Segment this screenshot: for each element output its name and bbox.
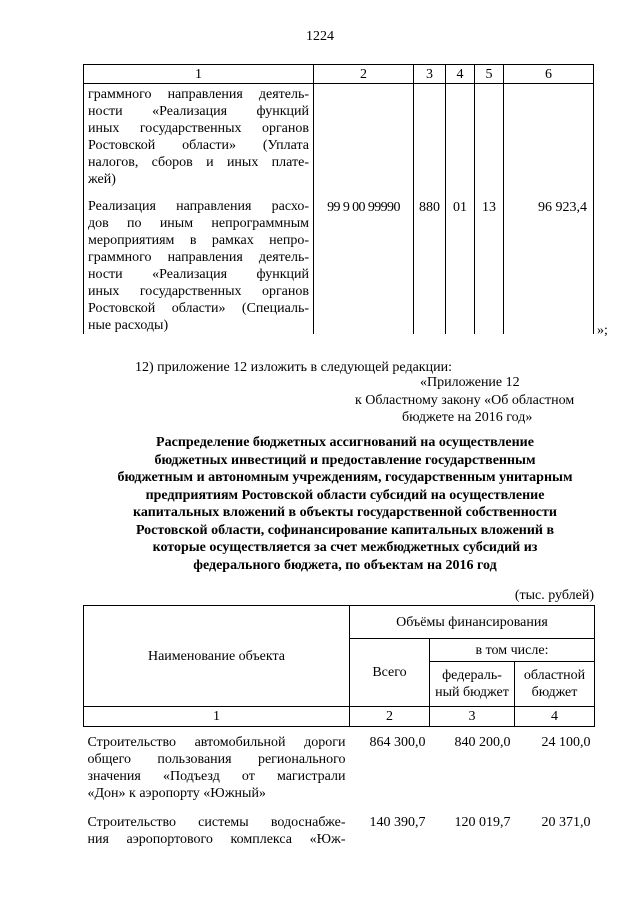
header-regional-line: областной: [523, 668, 586, 683]
col-header-3: 3: [414, 65, 446, 84]
header-federal: [430, 662, 515, 707]
name-line: граммного направления деятель-: [88, 87, 309, 102]
budget-table-continuation: [83, 64, 594, 334]
name-line: иных государственных органов: [88, 121, 309, 136]
document-title: [80, 434, 610, 574]
federal-value: 840 200,0: [454, 735, 511, 750]
appendix-line-3: бюджете на 2016 год»: [402, 410, 533, 425]
row-name: [84, 188, 314, 334]
col-number-4: 4: [515, 707, 595, 727]
name-line: значения «Подъезд от магистрали: [87, 769, 346, 784]
title-line: бюджетных инвестиций и предоставление государственным: [154, 452, 536, 468]
header-federal-line: ный бюджет: [435, 685, 509, 700]
title-line: федерального бюджета, по объектам на 2016 год: [193, 557, 497, 573]
header-regional-line: бюджет: [531, 685, 578, 700]
title-line: предприятиям Ростовской области субсидий на осуществление: [145, 487, 545, 503]
col-header-2: 2: [314, 65, 414, 84]
closing-quote: »;: [597, 323, 608, 338]
total-value: 864 300,0: [369, 735, 426, 750]
name-line: дов по иным непрограммным: [88, 216, 309, 231]
title-line: которые осуществляется за счет межбюджетных субсидий из: [152, 540, 538, 555]
col-number-3: 3: [430, 707, 515, 727]
header-object-name: Наименование объекта: [84, 606, 350, 707]
row-name: [84, 84, 314, 189]
name-line: Ростовской области» (Уплата: [88, 138, 309, 153]
row-code: [314, 84, 414, 189]
appendix-line-1: «Приложение 12: [420, 375, 520, 390]
table-row: [84, 84, 594, 189]
row-sum: [504, 84, 594, 189]
name-line: граммного направления деятель-: [88, 250, 309, 265]
federal-value: 120 019,7: [454, 815, 511, 830]
amendment-text: 12) приложение 12 изложить в следующей редакции:: [135, 360, 452, 375]
name-line: жей): [88, 172, 116, 187]
name-line: Строительство автомобильной дороги: [87, 735, 346, 750]
row-code: 99 9 00 99990: [314, 188, 414, 334]
col-header-1: 1: [84, 65, 314, 84]
table-row: [84, 727, 595, 803]
row-vr: [414, 84, 446, 189]
name-line: Ростовской области» (Специаль-: [88, 301, 309, 316]
row-pr: 13: [475, 188, 504, 334]
row-vr: 880: [414, 188, 446, 334]
name-line: ные расходы): [88, 318, 169, 333]
col-header-4: 4: [446, 65, 475, 84]
name-line: налогов, сборов и иных плате-: [88, 155, 309, 170]
title-line: бюджетным и автономным учреждениям, государственным унитарным: [117, 470, 573, 485]
units-label: (тыс. рублей): [514, 588, 594, 603]
name-line: «Дон» к аэропорту «Южный»: [87, 786, 266, 801]
name-line: Реализация направления расхо-: [88, 199, 309, 214]
total-value: 140 390,7: [369, 815, 426, 830]
name-line: ния аэропортового комплекса «Юж-: [87, 832, 346, 847]
name-line: Строительство системы водоснабже-: [87, 815, 346, 830]
header-regional: [515, 662, 595, 707]
regional-value: 20 371,0: [541, 815, 591, 830]
col-header-6: 6: [504, 65, 594, 84]
title-line: Ростовской области, софинансирование капитальных вложений в: [135, 522, 555, 538]
header-total: Всего: [350, 639, 430, 707]
object-name: [84, 727, 350, 803]
header-funding: Объёмы финансирования: [350, 606, 595, 639]
col-number-1: 1: [84, 707, 350, 727]
row-rz: 01: [446, 188, 475, 334]
object-name: [84, 802, 350, 848]
appendix-line-2: к Областному закону «Об областном: [355, 393, 575, 408]
row-rz: [446, 84, 475, 189]
col-header-5: 5: [475, 65, 504, 84]
table-row: [84, 188, 594, 334]
title-line: капитальных вложений в объекты государственной собственности: [133, 505, 557, 520]
col-number-2: 2: [350, 707, 430, 727]
header-row: [84, 606, 595, 639]
table-row: [84, 802, 595, 848]
name-line: общего пользования регионального: [87, 752, 346, 767]
regional-value: 24 100,0: [541, 735, 591, 750]
name-line: ности «Реализация функций: [88, 104, 309, 119]
title-line: Распределение бюджетных ассигнований на осуществление: [156, 435, 534, 450]
name-line: мероприятиям в рамках непро-: [88, 233, 309, 248]
header-including: в том числе:: [430, 639, 595, 662]
name-line: ности «Реализация функций: [88, 267, 309, 282]
table1-header-row: [84, 65, 594, 84]
name-line: иных государственных органов: [88, 284, 309, 299]
column-number-row: [84, 707, 595, 727]
investment-table: [83, 605, 595, 848]
row-pr: [475, 84, 504, 189]
row-sum: 96 923,4: [504, 188, 594, 334]
header-federal-line: федераль-: [442, 668, 502, 683]
page-number: 1224: [306, 29, 334, 44]
